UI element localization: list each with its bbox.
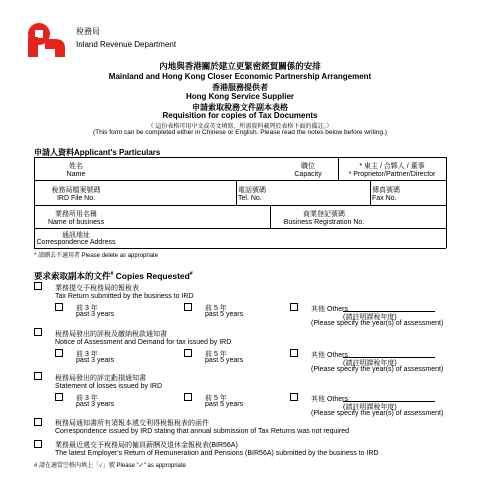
ird-file-label-en: IRD File No.	[56, 195, 96, 202]
notice-specify-en: (Please specify the year(s) of assessment)	[311, 366, 444, 373]
copies-title-en: Copies Requested	[115, 271, 190, 281]
losses-label-zh: 稅務局發出的評定虧損通知書	[55, 375, 146, 382]
copies-hash: #	[110, 271, 114, 278]
dept-name-en: Inland Revenue Department	[76, 40, 177, 49]
losses-5y-en: past 5 years	[205, 401, 244, 408]
checkbox-losses-others[interactable]	[290, 393, 298, 401]
header-line5: 申請索取稅務文件副本表格	[192, 103, 288, 112]
address-label-en: Correspondence Address	[36, 239, 116, 246]
employers-return-label-en: The latest Employer's Return of Remuneration and Pensions (BIR56A) submitted by the business to IRD	[55, 450, 379, 457]
header-line3: 香港服務提供者	[212, 83, 268, 92]
copies-title-zh: 要求索取副本的文件	[34, 271, 111, 281]
losses-3y-zh: 前 3 年	[76, 395, 98, 402]
brn-label-zh: 商業登記號碼	[303, 211, 345, 218]
notice-label-zh: 稅務局發出的評稅及繳納稅款通知書	[55, 331, 167, 338]
losses-5y-zh: 前 5 年	[205, 395, 227, 402]
ird-logo-icon	[28, 23, 68, 57]
notice-3y-zh: 前 3 年	[76, 351, 98, 358]
checkbox-notice-5y[interactable]	[184, 349, 192, 357]
checkbox-notice-assessment[interactable]	[34, 328, 42, 336]
copies-hash-en: #	[189, 271, 193, 278]
checkbox-employers-return[interactable]	[34, 440, 42, 448]
notice-5y-en: past 5 years	[205, 357, 244, 364]
name-label-en: Name	[66, 171, 86, 178]
proprietor-label-en: * Proprietor/Partner/Director	[348, 171, 436, 178]
copies-title	[34, 270, 193, 282]
checkbox-tax-return-3y[interactable]	[55, 303, 63, 311]
proprietor-label-zh: * 東主 / 合夥人 / 董事	[359, 163, 425, 170]
header-line6: Requisition for copies of Tax Documents	[162, 111, 318, 120]
checkbox-losses-5y[interactable]	[184, 393, 192, 401]
name-label-zh: 姓名	[69, 163, 83, 170]
tax-return-5y-zh: 前 5 年	[205, 305, 227, 312]
checkbox-notice-3y[interactable]	[55, 349, 63, 357]
fax-label-zh: 傳真號碼	[372, 187, 400, 194]
checkbox-tax-return[interactable]	[34, 282, 42, 290]
losses-others-label: 其他 Others	[311, 396, 348, 403]
checkbox-correspondence[interactable]	[34, 418, 42, 426]
ird-file-label-zh: 稅務局檔案號碼	[51, 187, 101, 194]
header-line2: Mainland and Hong Kong Closer Economic Partnership Arrangement	[108, 72, 372, 81]
checkbox-statement-losses[interactable]	[34, 372, 42, 380]
checkbox-losses-3y[interactable]	[55, 393, 63, 401]
header-line7: （ 這份表格可用中文或英文填寫，所需資料載列於表格下面的備註。）	[147, 124, 333, 130]
losses-3y-en: past 3 years	[76, 401, 115, 408]
brn-label-en: Business Registration No.	[283, 219, 365, 226]
tax-return-3y-en: past 3 years	[76, 311, 115, 318]
fax-label-en: Fax No.	[372, 195, 397, 202]
correspondence-label-en: Correspondence issued by IRD stating that annual submission of Tax Returns was not required	[55, 428, 350, 435]
tax-return-3y-zh: 前 3 年	[76, 305, 98, 312]
employers-return-label-zh: 業務最近遞交予稅務局的僱員薪酬及退休金報稅表(BIR56A)	[55, 442, 238, 449]
tel-label-zh: 電話號碼	[238, 187, 266, 194]
tax-return-label-en: Tax Return submitted by the business to IRD	[55, 293, 194, 300]
notice-specify-zh: (請註明課稅年度)	[343, 360, 397, 367]
checkbox-tax-return-5y[interactable]	[184, 303, 192, 311]
notice-others-label: 其他 Others	[311, 352, 348, 359]
header-line1: 內地與香港關於建立更緊密經貿關係的安排	[159, 61, 321, 71]
tax-return-specify-zh: (請註明課稅年度)	[343, 314, 397, 321]
correspondence-label-zh: 稅務局通知書所有須報本遞交利得稅報稅表的函件	[55, 420, 209, 427]
capacity-label-zh: 職位	[301, 163, 315, 170]
notice-3y-en: past 3 years	[76, 357, 115, 364]
notice-label-en: Notice of Assessment and Demand for tax issued by IRD	[55, 339, 232, 346]
checkbox-tax-return-others[interactable]	[290, 303, 298, 311]
tick-footnote: # 請在適當空格內填上「✓」號 Please "✓" as appropriate	[34, 463, 186, 469]
business-name-label-en: Name of business	[47, 219, 105, 226]
losses-label-en: Statement of losses issued by IRD	[55, 383, 162, 390]
tax-return-label-zh: 業務提交予稅務局的報稅表	[55, 285, 139, 292]
losses-specify-en: (Please specify the year(s) of assessment)	[311, 410, 444, 417]
address-label-zh: 通訊地址	[62, 232, 90, 239]
business-name-label-zh: 業務所用名稱	[55, 211, 97, 218]
delete-note: * 請刪去不適用者 Please delete as appropriate	[34, 253, 159, 259]
tax-return-5y-en: past 5 years	[205, 311, 244, 318]
tax-return-specify-en: (Please specify the year(s) of assessment)	[311, 320, 444, 327]
capacity-label-en: Capacity	[294, 171, 322, 178]
losses-specify-zh: (請註明課稅年度)	[343, 404, 397, 411]
tax-return-others-label: 其他 Others	[311, 306, 348, 313]
header-line4: Hong Kong Service Supplier	[185, 92, 294, 101]
notice-5y-zh: 前 5 年	[205, 351, 227, 358]
applicant-section-title: 申請人資料Applicant's Particulars	[34, 148, 161, 157]
dept-name-zh: 稅務局	[76, 27, 100, 36]
header-line8: (This form can be completed either in Chinese or English. Please read the notes below before writing.)	[92, 129, 388, 136]
tel-label-en: Tel. No.	[238, 195, 262, 202]
checkbox-notice-others[interactable]	[290, 349, 298, 357]
